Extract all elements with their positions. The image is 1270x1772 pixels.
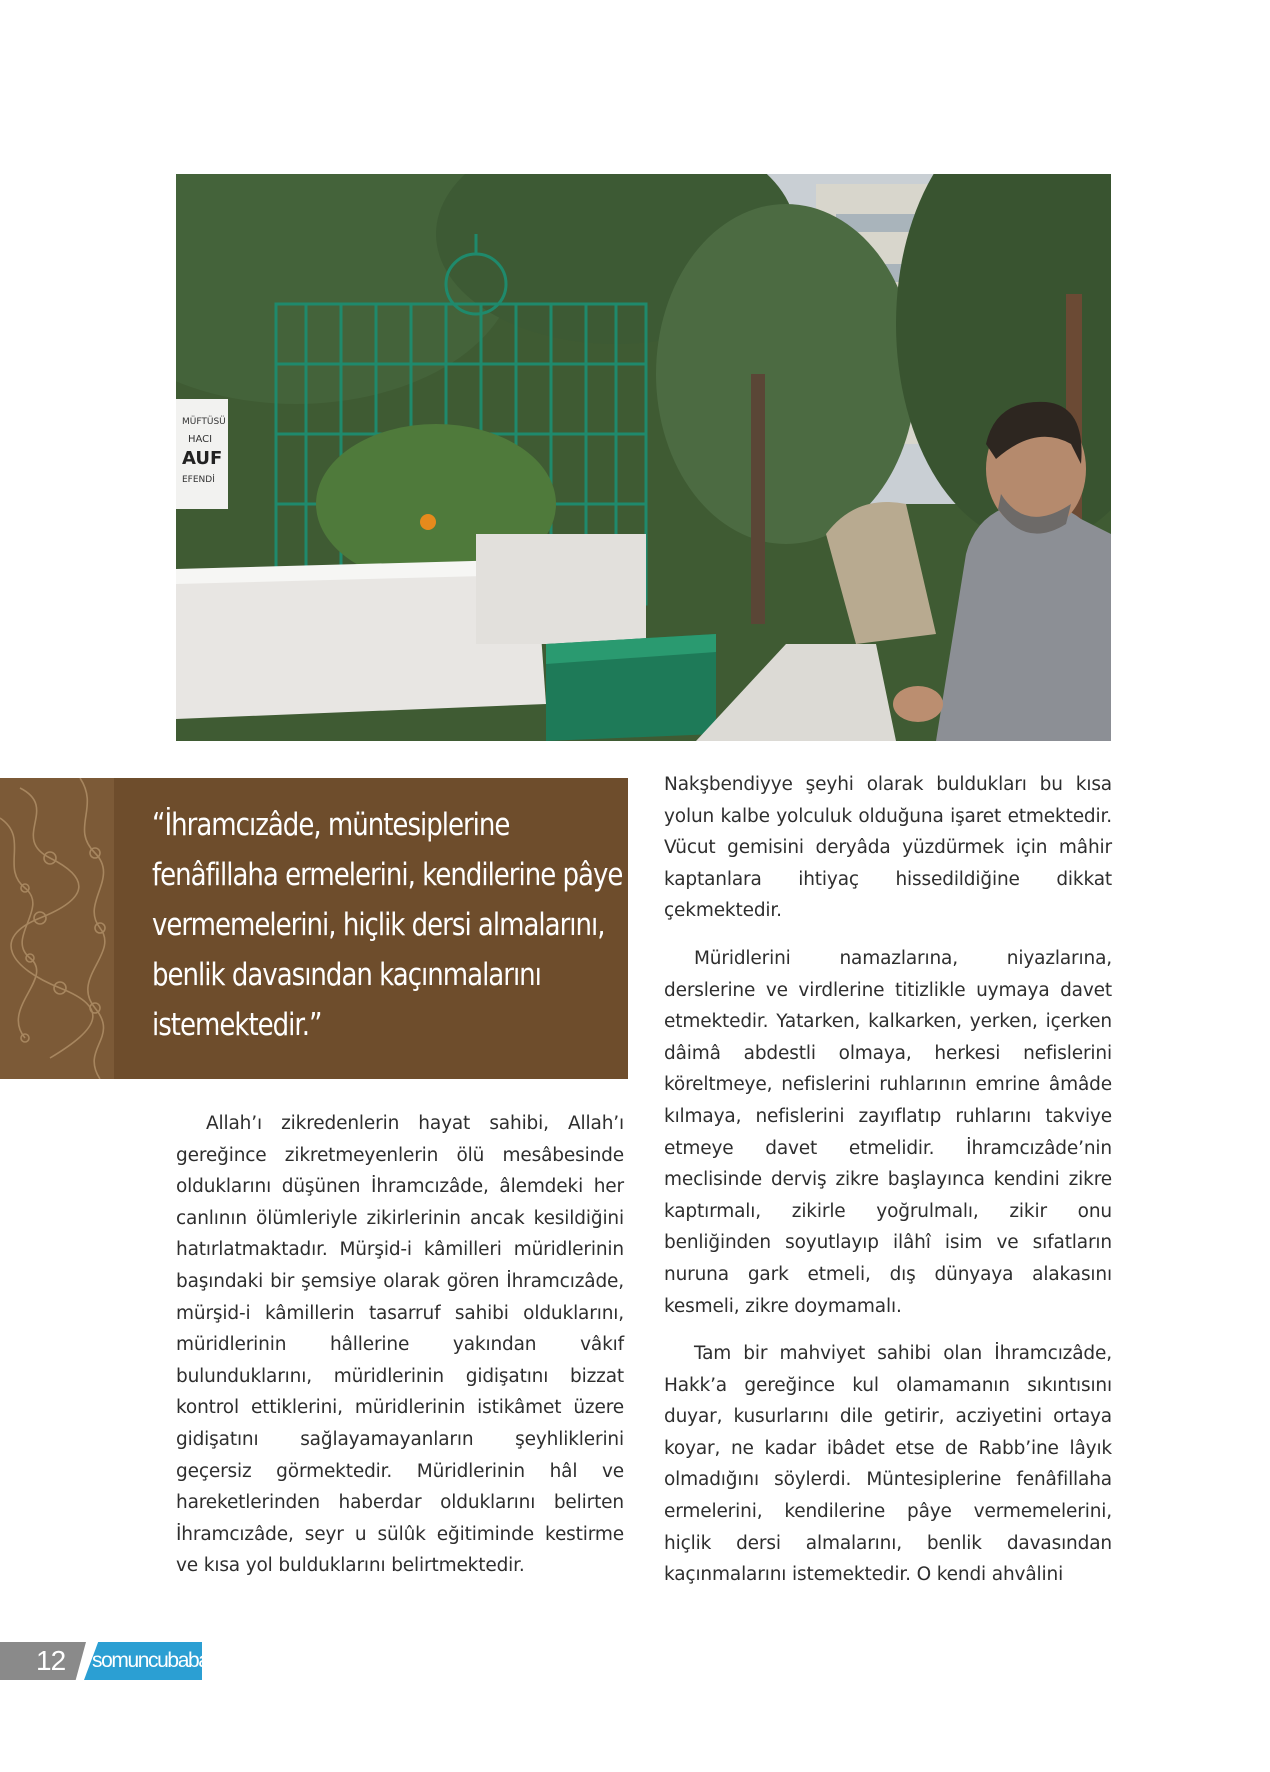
cemetery-photo [176, 174, 1111, 741]
right-column [664, 769, 1112, 1591]
page-number: 12 [36, 1645, 66, 1676]
photo-illustration [176, 174, 1111, 741]
right-paragraph-1: Nakşbendiyye şeyhi olarak buldukları bu kısa yolun kalbe yolculuk olduğuna işaret etmektedir. Vücut gemisini deryâda yüzdürmek için mâhir kaptanlara ihtiyaç hissedildiğine dikkat çekmektedir. [664, 774, 1112, 922]
left-column [176, 1108, 624, 1582]
page-footer [0, 1642, 210, 1680]
floral-ornament-icon [0, 778, 114, 1079]
right-paragraph-2: Müridlerini namazlarına, niyazlarına, derslerine ve virdlerine titizlikle uymaya davet etmektedir. Yatarken, kalkarken, yerken, içerken dâimâ abdestli olmaya, herkesi nefislerini köreltmeye, nefislerini ruhlarının emrine âmâde kılmaya, nefislerini zayıflatıp ruhlarını takviye etmeye davet etmelidir. İhramcızâde’nin meclisinde derviş zikre başlayınca kendini zikre kaptırmalı, zikirle yoğrulmalı, zikir onu benliğinden soyutlayıp ilâhî isim ve sıfatların nuruna gark etmeli, dış dünyaya alakasını kesmeli, zikre doymamalı. [664, 947, 1112, 1317]
sign-line-1: MÜFTÜSÜ [182, 417, 226, 427]
brand-name: somuncubaba [92, 1649, 209, 1672]
ornament-pattern [0, 778, 114, 1079]
right-paragraph-3: Tam bir mahviyet sahibi olan İhramcızâde, Hakk’a gereğince kul olamamanın sıkıntısını duyar, kusurlarını dile getirir, acziyetini ortaya koyar, ne kadar ibâdet etse de Rabb’ine lâyık olmadığını söylerdi. Müntesiplerine fenâfillaha ermelerini, kendilerine pâye vermemelerini, hiçlik dersi almalarını, benlik davasından kaçınmalarını istemektedir. O kendi ahvâlini [664, 1343, 1112, 1586]
left-paragraph-1: Allah’ı zikredenlerin hayat sahibi, Allah’ı gereğince zikretmeyenlerin ölü mesâbesinde olduklarını düşünen İhramcızâde, âlemdeki her canlının ölümleriyle zikirlerinin ancak kesildiğini hatırlatmaktadır. Mürşid-i kâmilleri müridlerinin başındaki bir şemsiye olarak gören İhramcızâde, mürşid-i kâmillerin tasarruf sahibi olduklarını, müridlerinin hâllerine yakından vâkıf bulunduklarını, müridlerinin gidişatını bizzat kontrol ettiklerini, müridlerinin istikâmet üzere gidişatını sağlayamayanların şeyhliklerini geçersiz görmektedir. Müridlerinin hâl ve hareketlerinden haberdar olduklarını belirten İhramcızâde, seyr u sülûk eğitiminde kestirme ve kısa yol bulduklarını belirtmektedir. [176, 1113, 624, 1577]
sign-line-4: EFENDİ [182, 475, 215, 485]
pull-quote: “İhramcızâde, müntesiplerine fenâfillaha ermelerini, kendilerine pâye vermemelerini, hiçlik dersi almalarını, benlik davasından kaçınmalarını istemektedir.” [152, 807, 623, 1043]
sign-line-3: AUF [182, 448, 223, 469]
sign-line-2: HACI [188, 434, 213, 445]
